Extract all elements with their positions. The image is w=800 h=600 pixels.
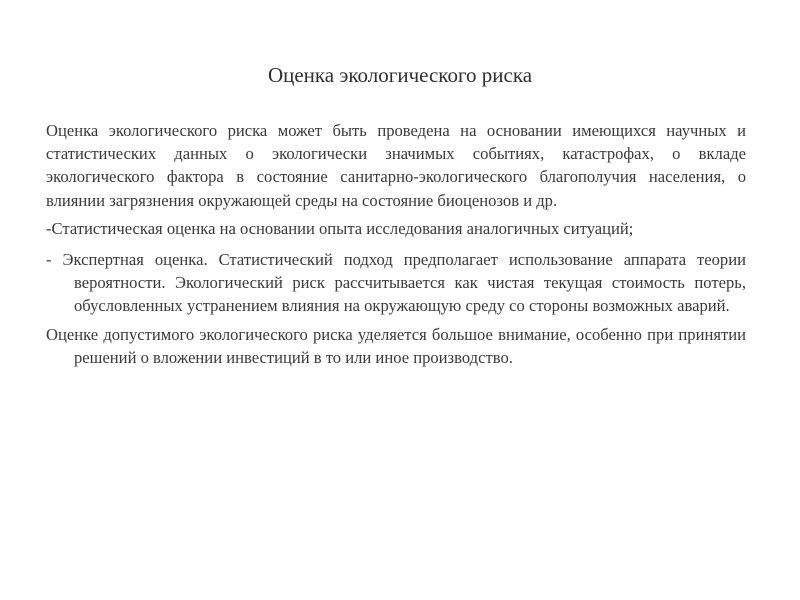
paragraph-intro: Оценка экологического риска может быть проведена на основании имеющихся научных и статистических данных о экологически значимых событиях, катастрофах, о вкладе экологического фактора в состояние санитарно-экологического благополучия населения, о влиянии загрязнения окружающей среды на состояние биоценозов и др. [46, 121, 746, 210]
paragraph-expert-assessment: - Экспертная оценка. Статистический подход предполагает использование аппарата теории вероятности. Экологический риск рассчитывается как чистая текущая стоимость потерь, обусловленных устранением влияния на окружающую среду со стороны возможных аварий. [46, 250, 746, 316]
slide-title: Оценка экологического риска [267, 63, 533, 87]
paragraph-acceptable-risk: Оценке допустимого экологического риска уделяется большое внимание, особенно при принятии решений о вложении инвестиций в то или иное производство. [46, 324, 746, 367]
slide-body [46, 119, 746, 369]
paragraph-statistical-assessment: -Статистическая оценка на основании опыта исследования аналогичных ситуаций; [46, 218, 634, 238]
